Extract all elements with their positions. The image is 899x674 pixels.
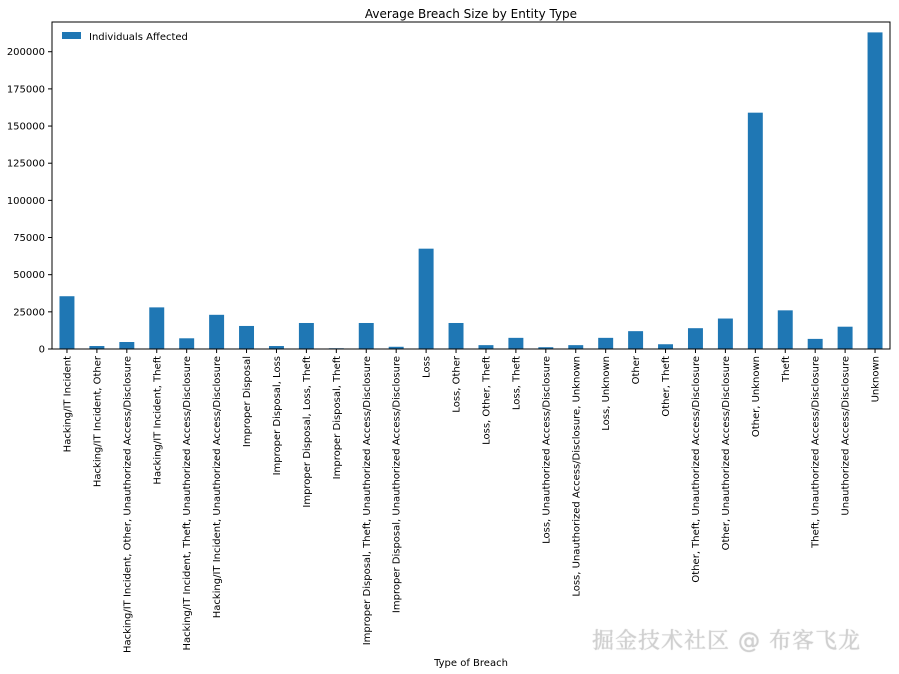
y-tick-label-8: 200000 [6, 47, 45, 59]
x-tick-label-8: Improper Disposal, Loss, Theft [301, 356, 313, 508]
x-tick-label-11: Improper Disposal, Unauthorized Access/Disclosure [391, 356, 403, 614]
y-tick-label-0: 0 [38, 344, 45, 356]
x-tick-label-7: Improper Disposal, Loss [271, 356, 283, 476]
bar-23 [748, 113, 763, 349]
bar-24 [778, 310, 793, 349]
bar-21 [688, 328, 703, 349]
x-tick-label-13: Loss, Other [451, 356, 463, 413]
bar-17 [568, 345, 583, 349]
x-tick-label-17: Loss, Unauthorized Access/Disclosure, Unknown [571, 356, 583, 597]
x-tick-label-14: Loss, Other, Theft [481, 356, 493, 445]
x-tick-label-6: Improper Disposal [242, 356, 254, 448]
bar-10 [359, 323, 374, 349]
y-tick-label-3: 75000 [13, 233, 45, 245]
y-tick-label-2: 50000 [13, 270, 45, 282]
legend-label: Individuals Affected [89, 32, 188, 43]
bar-4 [179, 338, 194, 349]
x-axis-label: Type of Breach [434, 658, 508, 669]
bar-22 [718, 319, 733, 349]
bar-3 [149, 307, 164, 349]
x-tick-label-4: Hacking/IT Incident, Theft, Unauthorized Access/Disclosure [182, 356, 194, 651]
bar-19 [628, 331, 643, 349]
x-tick-label-27: Unknown [870, 356, 882, 403]
x-tick-label-16: Loss, Unauthorized Access/Disclosure [541, 356, 553, 544]
x-tick-label-10: Improper Disposal, Theft, Unauthorized Access/Disclosure [361, 356, 373, 646]
bar-13 [449, 323, 464, 349]
bar-5 [209, 315, 224, 349]
bar-15 [508, 338, 523, 349]
bar-27 [868, 32, 883, 349]
y-tick-label-5: 125000 [6, 158, 45, 170]
bar-25 [808, 339, 823, 349]
legend [62, 32, 188, 43]
bars-group [59, 32, 882, 349]
y-tick-label-4: 100000 [6, 195, 45, 207]
bar-12 [419, 249, 434, 349]
y-tick-label-6: 150000 [6, 121, 45, 133]
x-tick-label-12: Loss [421, 356, 433, 378]
x-tick-label-19: Other [631, 356, 643, 385]
x-tick-label-2: Hacking/IT Incident, Other, Unauthorized Access/Disclosure [122, 356, 134, 654]
bar-26 [838, 327, 853, 349]
x-tick-label-0: Hacking/IT Incident [62, 356, 74, 453]
watermark-text: 掘金技术社区 @ 布客飞龙 [592, 629, 861, 654]
x-tick-label-26: Unauthorized Access/Disclosure [840, 356, 852, 516]
x-tick-label-1: Hacking/IT Incident, Other [92, 356, 104, 488]
y-tick-label-7: 175000 [6, 84, 45, 96]
bar-6 [239, 326, 254, 349]
legend-swatch [62, 32, 81, 39]
chart-title: Average Breach Size by Entity Type [364, 7, 578, 21]
x-tick-label-25: Theft, Unauthorized Access/Disclosure [810, 356, 822, 548]
x-tick-label-20: Other, Theft [661, 356, 673, 417]
x-tick-label-18: Loss, Unknown [601, 356, 613, 431]
x-tick-label-5: Hacking/IT Incident, Unauthorized Access/Disclosure [212, 356, 224, 619]
x-tick-label-24: Theft [780, 356, 792, 382]
bar-20 [658, 344, 673, 349]
bar-8 [299, 323, 314, 349]
plot-frame [52, 22, 890, 349]
bar-18 [598, 338, 613, 349]
x-tick-label-21: Other, Theft, Unauthorized Access/Disclosure [690, 356, 702, 583]
x-tick-label-3: Hacking/IT Incident, Theft [152, 356, 164, 485]
x-tick-label-23: Other, Unknown [750, 356, 762, 438]
x-tick-label-22: Other, Unauthorized Access/Disclosure [720, 356, 732, 551]
x-tick-label-9: Improper Disposal, Theft [331, 356, 343, 480]
bar-14 [478, 345, 493, 349]
x-axis [62, 349, 881, 653]
y-axis [7, 47, 52, 355]
bar-2 [119, 342, 134, 349]
x-tick-label-15: Loss, Theft [511, 356, 523, 411]
y-tick-label-1: 25000 [13, 307, 45, 319]
bar-0 [59, 296, 74, 349]
